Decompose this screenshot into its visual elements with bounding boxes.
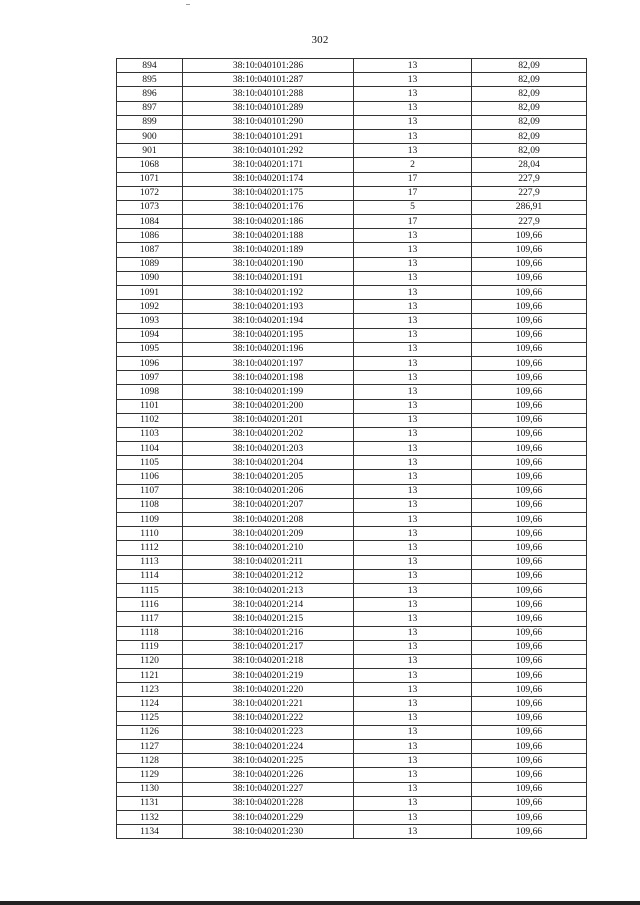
- area-cell: 109,66: [472, 683, 587, 697]
- table-row: [117, 371, 587, 385]
- quantity-cell: 13: [354, 399, 472, 413]
- table-row: [117, 356, 587, 370]
- quantity-cell: 13: [354, 683, 472, 697]
- row-number-cell: 1071: [117, 172, 183, 186]
- quantity-cell: 13: [354, 470, 472, 484]
- cadastral-number-cell: 38:10:040201:228: [183, 796, 354, 810]
- area-cell: 109,66: [472, 669, 587, 683]
- quantity-cell: 13: [354, 711, 472, 725]
- table-row: [117, 626, 587, 640]
- cadastral-number-cell: 38:10:040101:289: [183, 101, 354, 115]
- row-number-cell: 1123: [117, 683, 183, 697]
- table-row: [117, 654, 587, 668]
- cadastral-number-cell: 38:10:040201:196: [183, 342, 354, 356]
- cadastral-number-cell: 38:10:040201:218: [183, 654, 354, 668]
- quantity-cell: 13: [354, 257, 472, 271]
- table-row: [117, 200, 587, 214]
- area-cell: 109,66: [472, 754, 587, 768]
- table-row: [117, 186, 587, 200]
- area-cell: 109,66: [472, 442, 587, 456]
- area-cell: 109,66: [472, 470, 587, 484]
- table-row: [117, 683, 587, 697]
- table-row: [117, 172, 587, 186]
- cadastral-number-cell: 38:10:040201:203: [183, 442, 354, 456]
- table-row: [117, 328, 587, 342]
- quantity-cell: 13: [354, 498, 472, 512]
- cadastral-number-cell: 38:10:040101:287: [183, 73, 354, 87]
- quantity-cell: 13: [354, 569, 472, 583]
- table-row: [117, 754, 587, 768]
- area-cell: 109,66: [472, 456, 587, 470]
- table-row: [117, 555, 587, 569]
- table-row: [117, 796, 587, 810]
- cadastral-number-cell: 38:10:040201:214: [183, 598, 354, 612]
- table-row: [117, 470, 587, 484]
- row-number-cell: 1086: [117, 229, 183, 243]
- table-row: [117, 101, 587, 115]
- row-number-cell: 1087: [117, 243, 183, 257]
- cadastral-number-cell: 38:10:040201:222: [183, 711, 354, 725]
- table-row: [117, 825, 587, 839]
- quantity-cell: 13: [354, 371, 472, 385]
- table-row: [117, 59, 587, 73]
- quantity-cell: 17: [354, 215, 472, 229]
- area-cell: 109,66: [472, 626, 587, 640]
- row-number-cell: 1095: [117, 342, 183, 356]
- quantity-cell: 13: [354, 427, 472, 441]
- quantity-cell: 13: [354, 243, 472, 257]
- cadastral-number-cell: 38:10:040201:229: [183, 810, 354, 824]
- area-cell: 109,66: [472, 598, 587, 612]
- cadastral-number-cell: 38:10:040201:212: [183, 569, 354, 583]
- cadastral-number-cell: 38:10:040201:205: [183, 470, 354, 484]
- cadastral-number-cell: 38:10:040201:171: [183, 158, 354, 172]
- row-number-cell: 1107: [117, 484, 183, 498]
- cadastral-number-cell: 38:10:040201:189: [183, 243, 354, 257]
- table-row: [117, 144, 587, 158]
- quantity-cell: 13: [354, 555, 472, 569]
- area-cell: 109,66: [472, 328, 587, 342]
- table-row: [117, 129, 587, 143]
- cadastral-number-cell: 38:10:040201:210: [183, 541, 354, 555]
- row-number-cell: 1105: [117, 456, 183, 470]
- table-row: [117, 740, 587, 754]
- area-cell: 109,66: [472, 697, 587, 711]
- table-row: [117, 314, 587, 328]
- cadastral-number-cell: 38:10:040201:192: [183, 286, 354, 300]
- row-number-cell: 1126: [117, 725, 183, 739]
- table-row: [117, 456, 587, 470]
- table-row: [117, 484, 587, 498]
- cadastral-number-cell: 38:10:040201:204: [183, 456, 354, 470]
- table-row: [117, 413, 587, 427]
- quantity-cell: 13: [354, 669, 472, 683]
- quantity-cell: 13: [354, 442, 472, 456]
- cadastral-number-cell: 38:10:040101:286: [183, 59, 354, 73]
- area-cell: 109,66: [472, 243, 587, 257]
- row-number-cell: 1130: [117, 782, 183, 796]
- table-row: [117, 583, 587, 597]
- cadastral-number-cell: 38:10:040201:202: [183, 427, 354, 441]
- scan-bottom-edge: [0, 901, 640, 905]
- table-row: [117, 158, 587, 172]
- area-cell: 109,66: [472, 229, 587, 243]
- area-cell: 109,66: [472, 484, 587, 498]
- row-number-cell: 1116: [117, 598, 183, 612]
- registry-body: [117, 59, 587, 839]
- cadastral-number-cell: 38:10:040201:223: [183, 725, 354, 739]
- area-cell: 109,66: [472, 583, 587, 597]
- area-cell: 109,66: [472, 513, 587, 527]
- row-number-cell: 1121: [117, 669, 183, 683]
- row-number-cell: 1134: [117, 825, 183, 839]
- table-row: [117, 768, 587, 782]
- quantity-cell: 13: [354, 328, 472, 342]
- area-cell: 109,66: [472, 385, 587, 399]
- table-row: [117, 640, 587, 654]
- quantity-cell: 13: [354, 144, 472, 158]
- cadastral-number-cell: 38:10:040201:190: [183, 257, 354, 271]
- cadastral-number-cell: 38:10:040201:227: [183, 782, 354, 796]
- quantity-cell: 13: [354, 768, 472, 782]
- page-number: 302: [311, 34, 329, 46]
- area-cell: 109,66: [472, 825, 587, 839]
- row-number-cell: 1084: [117, 215, 183, 229]
- area-cell: 109,66: [472, 768, 587, 782]
- area-cell: 109,66: [472, 300, 587, 314]
- cadastral-number-cell: 38:10:040201:176: [183, 200, 354, 214]
- row-number-cell: 1114: [117, 569, 183, 583]
- table-row: [117, 669, 587, 683]
- quantity-cell: 13: [354, 513, 472, 527]
- quantity-cell: 13: [354, 413, 472, 427]
- quantity-cell: 13: [354, 782, 472, 796]
- area-cell: 82,09: [472, 101, 587, 115]
- area-cell: 109,66: [472, 782, 587, 796]
- cadastral-number-cell: 38:10:040201:211: [183, 555, 354, 569]
- cadastral-number-cell: 38:10:040201:224: [183, 740, 354, 754]
- cadastral-number-cell: 38:10:040201:175: [183, 186, 354, 200]
- row-number-cell: 1089: [117, 257, 183, 271]
- row-number-cell: 1132: [117, 810, 183, 824]
- row-number-cell: 1092: [117, 300, 183, 314]
- area-cell: 109,66: [472, 527, 587, 541]
- row-number-cell: 1096: [117, 356, 183, 370]
- area-cell: 109,66: [472, 427, 587, 441]
- quantity-cell: 13: [354, 385, 472, 399]
- row-number-cell: 1090: [117, 271, 183, 285]
- area-cell: 109,66: [472, 725, 587, 739]
- area-cell: 82,09: [472, 73, 587, 87]
- row-number-cell: 1106: [117, 470, 183, 484]
- cadastral-number-cell: 38:10:040201:215: [183, 612, 354, 626]
- cadastral-number-cell: 38:10:040201:230: [183, 825, 354, 839]
- area-cell: 109,66: [472, 342, 587, 356]
- row-number-cell: 1119: [117, 640, 183, 654]
- row-number-cell: 1093: [117, 314, 183, 328]
- cadastral-number-cell: 38:10:040201:209: [183, 527, 354, 541]
- cadastral-number-cell: 38:10:040201:188: [183, 229, 354, 243]
- cadastral-number-cell: 38:10:040201:206: [183, 484, 354, 498]
- table-row: [117, 342, 587, 356]
- cadastral-number-cell: 38:10:040201:221: [183, 697, 354, 711]
- row-number-cell: 1073: [117, 200, 183, 214]
- cadastral-number-cell: 38:10:040101:288: [183, 87, 354, 101]
- cadastral-number-cell: 38:10:040201:208: [183, 513, 354, 527]
- table-row: [117, 598, 587, 612]
- area-cell: 109,66: [472, 541, 587, 555]
- table-row: [117, 399, 587, 413]
- registry-table: [116, 58, 587, 839]
- table-row: [117, 243, 587, 257]
- cadastral-number-cell: 38:10:040201:225: [183, 754, 354, 768]
- row-number-cell: 1103: [117, 427, 183, 441]
- table-row: [117, 115, 587, 129]
- quantity-cell: 5: [354, 200, 472, 214]
- quantity-cell: 13: [354, 300, 472, 314]
- quantity-cell: 13: [354, 810, 472, 824]
- row-number-cell: 1091: [117, 286, 183, 300]
- row-number-cell: 1068: [117, 158, 183, 172]
- table-row: [117, 810, 587, 824]
- cadastral-number-cell: 38:10:040201:174: [183, 172, 354, 186]
- cadastral-number-cell: 38:10:040201:195: [183, 328, 354, 342]
- row-number-cell: 1125: [117, 711, 183, 725]
- row-number-cell: 1118: [117, 626, 183, 640]
- quantity-cell: 13: [354, 271, 472, 285]
- table-row: [117, 385, 587, 399]
- area-cell: 109,66: [472, 796, 587, 810]
- row-number-cell: 1128: [117, 754, 183, 768]
- table-row: [117, 725, 587, 739]
- table-row: [117, 442, 587, 456]
- quantity-cell: 13: [354, 59, 472, 73]
- row-number-cell: 1108: [117, 498, 183, 512]
- table-row: [117, 300, 587, 314]
- area-cell: 82,09: [472, 129, 587, 143]
- area-cell: 227,9: [472, 186, 587, 200]
- area-cell: 82,09: [472, 115, 587, 129]
- quantity-cell: 13: [354, 115, 472, 129]
- table-row: [117, 286, 587, 300]
- table-row: [117, 229, 587, 243]
- area-cell: 109,66: [472, 555, 587, 569]
- quantity-cell: 13: [354, 484, 472, 498]
- area-cell: 109,66: [472, 257, 587, 271]
- quantity-cell: 13: [354, 825, 472, 839]
- area-cell: 227,9: [472, 172, 587, 186]
- table-row: [117, 73, 587, 87]
- quantity-cell: 13: [354, 725, 472, 739]
- quantity-cell: 13: [354, 129, 472, 143]
- table-row: [117, 711, 587, 725]
- row-number-cell: 1097: [117, 371, 183, 385]
- row-number-cell: 1112: [117, 541, 183, 555]
- row-number-cell: 1115: [117, 583, 183, 597]
- cadastral-number-cell: 38:10:040201:220: [183, 683, 354, 697]
- quantity-cell: 13: [354, 527, 472, 541]
- cadastral-number-cell: 38:10:040201:216: [183, 626, 354, 640]
- quantity-cell: 17: [354, 186, 472, 200]
- cadastral-number-cell: 38:10:040101:290: [183, 115, 354, 129]
- quantity-cell: 13: [354, 286, 472, 300]
- area-cell: 109,66: [472, 286, 587, 300]
- scan-speck: [186, 4, 190, 5]
- row-number-cell: 900: [117, 129, 183, 143]
- row-number-cell: 1129: [117, 768, 183, 782]
- table-row: [117, 612, 587, 626]
- cadastral-number-cell: 38:10:040201:207: [183, 498, 354, 512]
- cadastral-number-cell: 38:10:040201:193: [183, 300, 354, 314]
- cadastral-number-cell: 38:10:040201:198: [183, 371, 354, 385]
- quantity-cell: 13: [354, 87, 472, 101]
- area-cell: 109,66: [472, 399, 587, 413]
- quantity-cell: 13: [354, 73, 472, 87]
- quantity-cell: 13: [354, 754, 472, 768]
- quantity-cell: 13: [354, 796, 472, 810]
- quantity-cell: 13: [354, 598, 472, 612]
- table-row: [117, 498, 587, 512]
- row-number-cell: 1094: [117, 328, 183, 342]
- quantity-cell: 13: [354, 541, 472, 555]
- cadastral-number-cell: 38:10:040201:186: [183, 215, 354, 229]
- area-cell: 109,66: [472, 654, 587, 668]
- quantity-cell: 13: [354, 342, 472, 356]
- row-number-cell: 899: [117, 115, 183, 129]
- quantity-cell: 2: [354, 158, 472, 172]
- area-cell: 109,66: [472, 371, 587, 385]
- quantity-cell: 13: [354, 229, 472, 243]
- table-row: [117, 427, 587, 441]
- cadastral-number-cell: 38:10:040201:199: [183, 385, 354, 399]
- row-number-cell: 1101: [117, 399, 183, 413]
- area-cell: 82,09: [472, 144, 587, 158]
- area-cell: 82,09: [472, 59, 587, 73]
- area-cell: 109,66: [472, 314, 587, 328]
- row-number-cell: 1102: [117, 413, 183, 427]
- area-cell: 109,66: [472, 569, 587, 583]
- table-row: [117, 527, 587, 541]
- area-cell: 28,04: [472, 158, 587, 172]
- row-number-cell: 1124: [117, 697, 183, 711]
- table-row: [117, 513, 587, 527]
- row-number-cell: 1113: [117, 555, 183, 569]
- quantity-cell: 13: [354, 697, 472, 711]
- row-number-cell: 897: [117, 101, 183, 115]
- row-number-cell: 1117: [117, 612, 183, 626]
- quantity-cell: 13: [354, 626, 472, 640]
- quantity-cell: 13: [354, 740, 472, 754]
- area-cell: 109,66: [472, 640, 587, 654]
- table-row: [117, 271, 587, 285]
- table-row: [117, 569, 587, 583]
- area-cell: 82,09: [472, 87, 587, 101]
- row-number-cell: 1104: [117, 442, 183, 456]
- cadastral-number-cell: 38:10:040201:201: [183, 413, 354, 427]
- quantity-cell: 13: [354, 456, 472, 470]
- row-number-cell: 901: [117, 144, 183, 158]
- row-number-cell: 1110: [117, 527, 183, 541]
- cadastral-number-cell: 38:10:040201:213: [183, 583, 354, 597]
- cadastral-number-cell: 38:10:040201:217: [183, 640, 354, 654]
- area-cell: 109,66: [472, 740, 587, 754]
- cadastral-number-cell: 38:10:040201:194: [183, 314, 354, 328]
- cadastral-number-cell: 38:10:040201:191: [183, 271, 354, 285]
- row-number-cell: 1098: [117, 385, 183, 399]
- quantity-cell: 13: [354, 583, 472, 597]
- area-cell: 286,91: [472, 200, 587, 214]
- row-number-cell: 1072: [117, 186, 183, 200]
- quantity-cell: 13: [354, 612, 472, 626]
- area-cell: 109,66: [472, 711, 587, 725]
- area-cell: 109,66: [472, 413, 587, 427]
- cadastral-number-cell: 38:10:040101:291: [183, 129, 354, 143]
- table-row: [117, 87, 587, 101]
- row-number-cell: 896: [117, 87, 183, 101]
- area-cell: 109,66: [472, 356, 587, 370]
- area-cell: 109,66: [472, 498, 587, 512]
- table-row: [117, 257, 587, 271]
- area-cell: 109,66: [472, 271, 587, 285]
- table-row: [117, 541, 587, 555]
- row-number-cell: 1131: [117, 796, 183, 810]
- quantity-cell: 13: [354, 640, 472, 654]
- area-cell: 227,9: [472, 215, 587, 229]
- row-number-cell: 894: [117, 59, 183, 73]
- cadastral-number-cell: 38:10:040201:197: [183, 356, 354, 370]
- quantity-cell: 13: [354, 654, 472, 668]
- quantity-cell: 13: [354, 314, 472, 328]
- area-cell: 109,66: [472, 612, 587, 626]
- area-cell: 109,66: [472, 810, 587, 824]
- cadastral-number-cell: 38:10:040201:219: [183, 669, 354, 683]
- cadastral-number-cell: 38:10:040201:200: [183, 399, 354, 413]
- table-row: [117, 697, 587, 711]
- quantity-cell: 13: [354, 101, 472, 115]
- row-number-cell: 1120: [117, 654, 183, 668]
- row-number-cell: 895: [117, 73, 183, 87]
- quantity-cell: 13: [354, 356, 472, 370]
- row-number-cell: 1127: [117, 740, 183, 754]
- cadastral-number-cell: 38:10:040101:292: [183, 144, 354, 158]
- table-row: [117, 215, 587, 229]
- cadastral-number-cell: 38:10:040201:226: [183, 768, 354, 782]
- row-number-cell: 1109: [117, 513, 183, 527]
- quantity-cell: 17: [354, 172, 472, 186]
- table-row: [117, 782, 587, 796]
